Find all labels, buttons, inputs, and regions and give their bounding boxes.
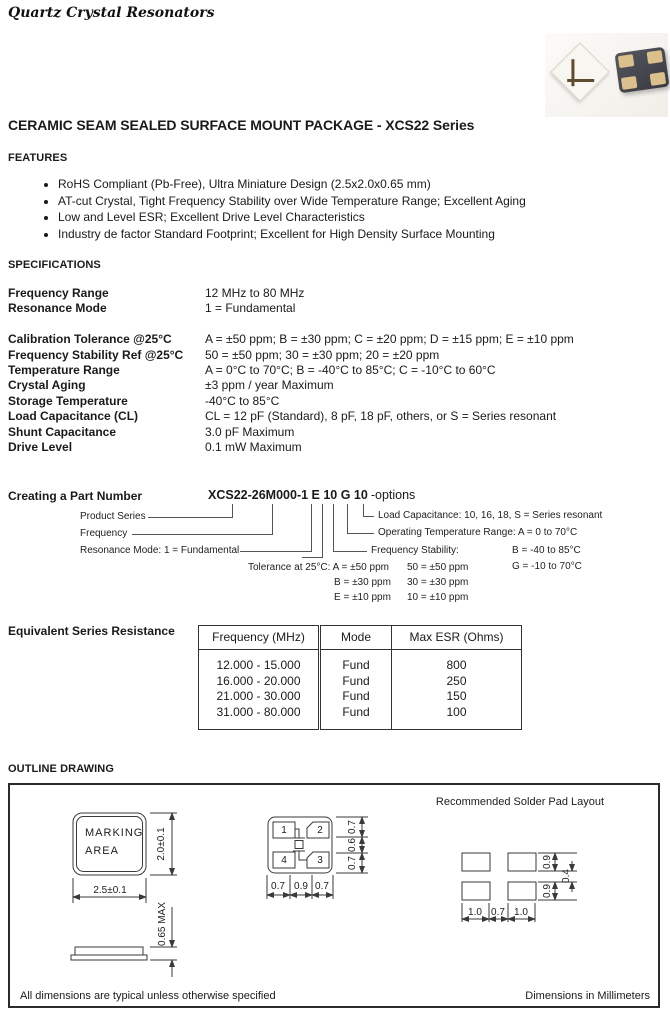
esr-cell: 150 <box>446 689 467 703</box>
dim-pad-gap: 0.9 <box>294 881 308 892</box>
dim-thickness-label: 0.65 MAX <box>157 902 168 946</box>
pn-label-load-capacitance: Load Capacitance: 10, 16, 18, S = Series resonant <box>378 510 603 521</box>
pn-label-tolerance-b: B = ±30 ppm <box>334 577 391 588</box>
pad-3-number: 3 <box>317 855 323 866</box>
spec-value: 0.1 mW Maximum <box>205 440 302 455</box>
pn-label-resonance-mode: Resonance Mode: 1 = Fundamental <box>80 545 240 556</box>
dim-width-label: 2.5±0.1 <box>93 885 127 896</box>
esr-cell: Fund <box>320 705 392 730</box>
crystal-lid-image <box>550 42 609 101</box>
connector-line <box>272 504 273 534</box>
connector-line <box>363 516 374 517</box>
feature-item: • AT-cut Crystal, Tight Frequency Stability over Wide Temperature Range; Excellent Aging <box>58 193 526 210</box>
esr-cell: Fund <box>320 674 392 690</box>
marking-area-outline <box>73 813 146 875</box>
features-heading: FEATURES <box>8 152 68 164</box>
connector-line <box>347 504 348 533</box>
esr-cell: Fund <box>320 650 392 674</box>
crystal-bottom-image <box>614 47 669 94</box>
pad-1-number: 1 <box>281 825 287 836</box>
pn-label-frequency-stability: Frequency Stability: <box>371 545 459 556</box>
pn-label-operating-temp-g: G = -10 to 70°C <box>512 561 582 572</box>
spec-label: Shunt Capacitance <box>8 424 117 439</box>
dim-pad-left: 0.7 <box>271 881 285 892</box>
esr-cell: 12.000 - 15.000 <box>199 650 320 674</box>
spec-label: Drive Level <box>8 440 73 455</box>
dim-solder-vgap: 0.4 <box>561 869 572 883</box>
esr-table <box>198 625 522 730</box>
outline-drawing <box>8 783 660 1008</box>
esr-cell: 16.000 - 20.000 <box>199 674 320 690</box>
chip-pad <box>647 50 664 64</box>
connector-line <box>363 504 364 516</box>
connector-line <box>240 551 312 552</box>
dim-pad-h-bot: 0.7 <box>347 856 358 870</box>
chip-pad <box>618 54 635 68</box>
dim-solder-w2: 1.0 <box>514 907 528 918</box>
spec-label: Frequency Range <box>8 286 109 300</box>
connector-line <box>333 551 367 552</box>
connector-line <box>311 504 312 551</box>
spec-label: Crystal Aging <box>8 378 86 393</box>
marking-text-line2: AREA <box>85 845 119 857</box>
esr-col-maxesr: Max ESR (Ohms) <box>392 626 522 650</box>
esr-cell: 800 <box>446 658 467 672</box>
feature-item: • Low and Level ESR; Excellent Drive Level Characteristics <box>58 209 526 226</box>
table-row <box>199 689 522 705</box>
esr-cell: 250 <box>446 673 467 688</box>
spec-label: Load Capacitance (CL) <box>8 409 139 424</box>
solder-pad <box>462 882 490 900</box>
dim-solder-gap: 0.7 <box>491 907 505 918</box>
marking-area-inner <box>77 817 143 872</box>
esr-col-mode: Mode <box>320 626 392 650</box>
page-brand-title: Quartz Crystal Resonators <box>8 5 215 21</box>
pn-label-tolerance: Tolerance at 25°C: A = ±50 ppm <box>248 562 389 573</box>
dim-solder-h1: 0.9 <box>542 855 553 869</box>
chip-pad <box>650 72 667 86</box>
spec-value: ±3 ppm / year Maximum <box>205 378 334 393</box>
spec-value: 50 = ±50 ppm; 30 = ±30 ppm; 20 = ±20 ppm <box>205 347 440 362</box>
lid-shadow-line <box>567 79 594 82</box>
table-row <box>199 650 522 674</box>
part-number-diagram <box>0 488 670 620</box>
outline-footer-note: All dimensions are typical unless otherwise specified <box>20 990 276 1002</box>
part-number-options: -options <box>370 488 416 502</box>
spec-value: 1 = Fundamental <box>205 301 296 316</box>
specifications-table <box>8 286 664 455</box>
feature-item: • RoHS Compliant (Pb-Free), Ultra Miniature Design (2.5x2.0x0.65 mm) <box>58 176 526 193</box>
pad-4-number: 4 <box>281 855 287 866</box>
document-title: CERAMIC SEAM SEALED SURFACE MOUNT PACKAGE - XCS22 Series <box>8 117 475 133</box>
outline-drawing-svg <box>10 785 658 985</box>
feature-item: • Industry de factor Standard Footprint; Excellent for High Density Surface Mounting <box>58 226 526 243</box>
pad-2-number: 2 <box>317 825 323 836</box>
dim-solder-h2: 0.9 <box>542 884 553 898</box>
connector-line <box>148 517 233 518</box>
pn-label-operating-temp: Operating Temperature Range: A = 0 to 70°C <box>378 527 578 538</box>
spec-label: Temperature Range <box>8 363 120 378</box>
product-photo <box>545 33 668 117</box>
pn-label-product-series: Product Series <box>80 511 146 522</box>
part-number-heading: Creating a Part Number <box>8 489 143 503</box>
dim-pad-right: 0.7 <box>315 881 329 892</box>
lid-shadow-line <box>571 59 574 86</box>
chip-pad <box>621 76 638 90</box>
esr-cell: 100 <box>446 704 467 719</box>
connector-line <box>347 533 374 534</box>
pn-label-stability-50: 50 = ±50 ppm <box>407 562 469 573</box>
dim-solder-w1: 1.0 <box>468 907 482 918</box>
outline-footer-units: Dimensions in Millimeters <box>525 990 650 1002</box>
connector-line <box>333 504 334 551</box>
connector-line <box>132 534 273 535</box>
part-number-value: XCS22-26M000-1 E 10 G 10 <box>208 488 368 502</box>
spec-value: 12 MHz to 80 MHz <box>205 286 305 300</box>
spec-label: Storage Temperature <box>8 393 128 408</box>
spec-value: -40°C to 85°C <box>205 393 280 408</box>
marking-text-line1: MARKING <box>85 827 144 839</box>
spec-value: A = ±50 ppm; B = ±30 ppm; C = ±20 ppm; D = ±15 ppm; E = ±10 ppm <box>205 332 574 347</box>
solder-pad <box>508 882 536 900</box>
esr-cell: 31.000 - 80.000 <box>199 705 320 730</box>
dim-height-label: 2.0±0.1 <box>156 827 167 861</box>
pn-label-tolerance-e: E = ±10 ppm <box>334 592 391 603</box>
connector-line <box>322 504 323 557</box>
esr-cell: 21.000 - 30.000 <box>199 689 320 705</box>
outline-heading: OUTLINE DRAWING <box>8 763 114 775</box>
solder-pad-layout-title: Recommended Solder Pad Layout <box>435 796 605 808</box>
spec-value: CL = 12 pF (Standard), 8 pF, 18 pF, others, or S = Series resonant <box>205 409 557 424</box>
pn-label-stability-10: 10 = ±10 ppm <box>407 592 469 603</box>
esr-col-frequency: Frequency (MHz) <box>199 626 320 650</box>
specifications-heading: SPECIFICATIONS <box>8 259 101 271</box>
pn-label-frequency: Frequency <box>80 528 128 539</box>
dim-pad-h-top: 0.7 <box>347 820 358 834</box>
table-row <box>199 705 522 730</box>
pn-label-operating-temp-b: B = -40 to 85°C <box>512 545 581 556</box>
solder-pad <box>462 853 490 871</box>
features-list <box>40 176 526 242</box>
solder-pad <box>508 853 536 871</box>
esr-heading: Equivalent Series Resistance <box>8 624 175 638</box>
dim-pad-h-mid: 0.6 <box>347 838 358 852</box>
table-row <box>199 674 522 690</box>
pn-label-stability-30: 30 = ±30 ppm <box>407 577 469 588</box>
spec-label: Resonance Mode <box>8 301 107 316</box>
spec-value: 3.0 pF Maximum <box>205 424 295 439</box>
spec-label: Frequency Stability Ref @25°C <box>8 347 184 362</box>
connector-line <box>232 504 233 517</box>
part-number-example <box>208 488 415 502</box>
spec-label: Calibration Tolerance @25°C <box>8 332 172 347</box>
esr-cell: Fund <box>320 689 392 705</box>
connector-line <box>302 557 323 558</box>
spec-value: A = 0°C to 70°C; B = -40°C to 85°C; C = -10°C to 60°C <box>205 363 496 378</box>
